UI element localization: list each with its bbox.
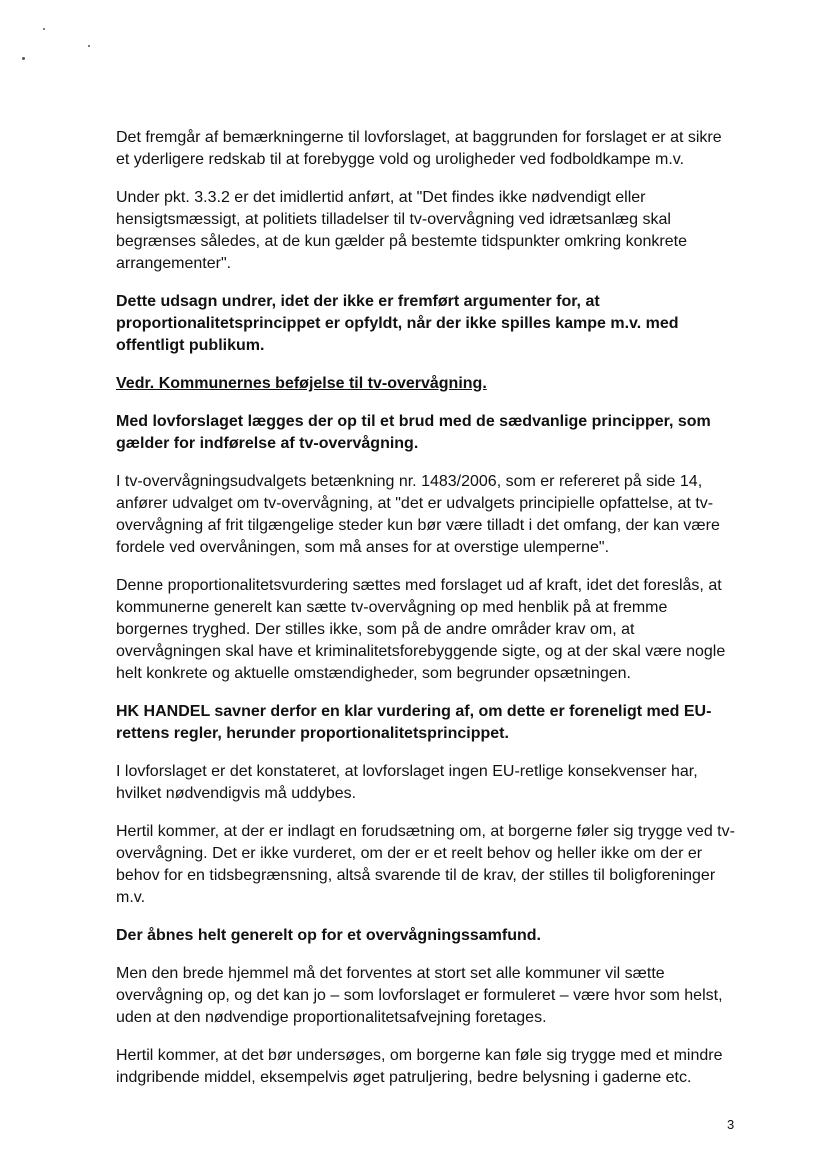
bold-paragraph: Der åbnes helt generelt op for et overvågningssamfund. bbox=[116, 927, 541, 944]
paragraph: I tv-overvågningsudvalgets betænkning nr. 1483/2006, som er refereret på side 14, anfører udvalget om tv-overvågning, at "det er udvalgets principielle opfattelse, at tv-overvågning af frit tilgængelige steder kun bør være tilladt i det omfang, der kan være fordele ved overvåningen, som må anses for at overstige ulemperne". bbox=[116, 473, 720, 556]
paragraph: Men den brede hjemmel må det forventes at stort set alle kommuner vil sætte overvågning op, og det kan jo – som lovforslaget er formuleret – være hvor som helst, uden at den nødvendige proportionalitetsafvejning foretages. bbox=[116, 965, 723, 1026]
paragraph: Denne proportionalitetsvurdering sættes med forslaget ud af kraft, idet det foreslås, at kommunerne generelt kan sætte tv-overvågning op med henblik på at fremme borgernes tryghed. Der stilles ikke, som på de andre områder krav om, at overvågningen skal have et kriminalitetsforebyggende sigte, og at der skal være nogle helt konkrete og aktuelle omstændigheder, som begrunder opsætningen. bbox=[116, 577, 726, 682]
scan-speck bbox=[43, 28, 45, 30]
paragraph: Hertil kommer, at der er indlagt en forudsætning om, at borgerne føler sig trygge ved tv-overvågning. Det er ikke vurderet, om der er et reelt behov og heller ikke om der er behov for en tidsbegrænsning, altså svarende til de krav, der stilles til boligforeninger m.v. bbox=[116, 823, 735, 906]
paragraph: Hertil kommer, at det bør undersøges, om borgerne kan føle sig trygge med et mindre indgribende middel, eksempelvis øget patruljering, bedre belysning i gaderne etc. bbox=[116, 1047, 723, 1086]
document-body bbox=[116, 127, 736, 1105]
bold-paragraph: Dette udsagn undrer, idet der ikke er fremført argumenter for, at proportionalitetsprincippet er opfyldt, når der ikke spilles kampe m.v. med offentligt publikum. bbox=[116, 293, 679, 354]
paragraph: Under pkt. 3.3.2 er det imidlertid anført, at "Det findes ikke nødvendigt eller hensigtsmæssigt, at politiets tilladelser til tv-overvågning ved idrætsanlæg skal begrænses således, at de kun gælder på bestemte tidspunkter omkring konkrete arrangementer". bbox=[116, 189, 687, 272]
scan-speck bbox=[88, 45, 90, 47]
scan-speck bbox=[22, 57, 25, 60]
paragraph: I lovforslaget er det konstateret, at lovforslaget ingen EU-retlige konsekvenser har, hvilket nødvendigvis må uddybes. bbox=[116, 763, 698, 802]
paragraph: Det fremgår af bemærkningerne til lovforslaget, at baggrunden for forslaget er at sikre et yderligere redskab til at forebygge vold og uroligheder ved fodboldkampe m.v. bbox=[116, 129, 722, 168]
bold-paragraph: HK HANDEL savner derfor en klar vurdering af, om dette er foreneligt med EU-rettens regler, herunder proportionalitetsprincippet. bbox=[116, 703, 712, 742]
bold-paragraph: Med lovforslaget lægges der op til et brud med de sædvanlige principper, som gælder for indførelse af tv-overvågning. bbox=[116, 413, 711, 452]
page-number: 3 bbox=[727, 1117, 735, 1132]
section-heading: Vedr. Kommunernes beføjelse til tv-overvågning. bbox=[116, 375, 487, 392]
